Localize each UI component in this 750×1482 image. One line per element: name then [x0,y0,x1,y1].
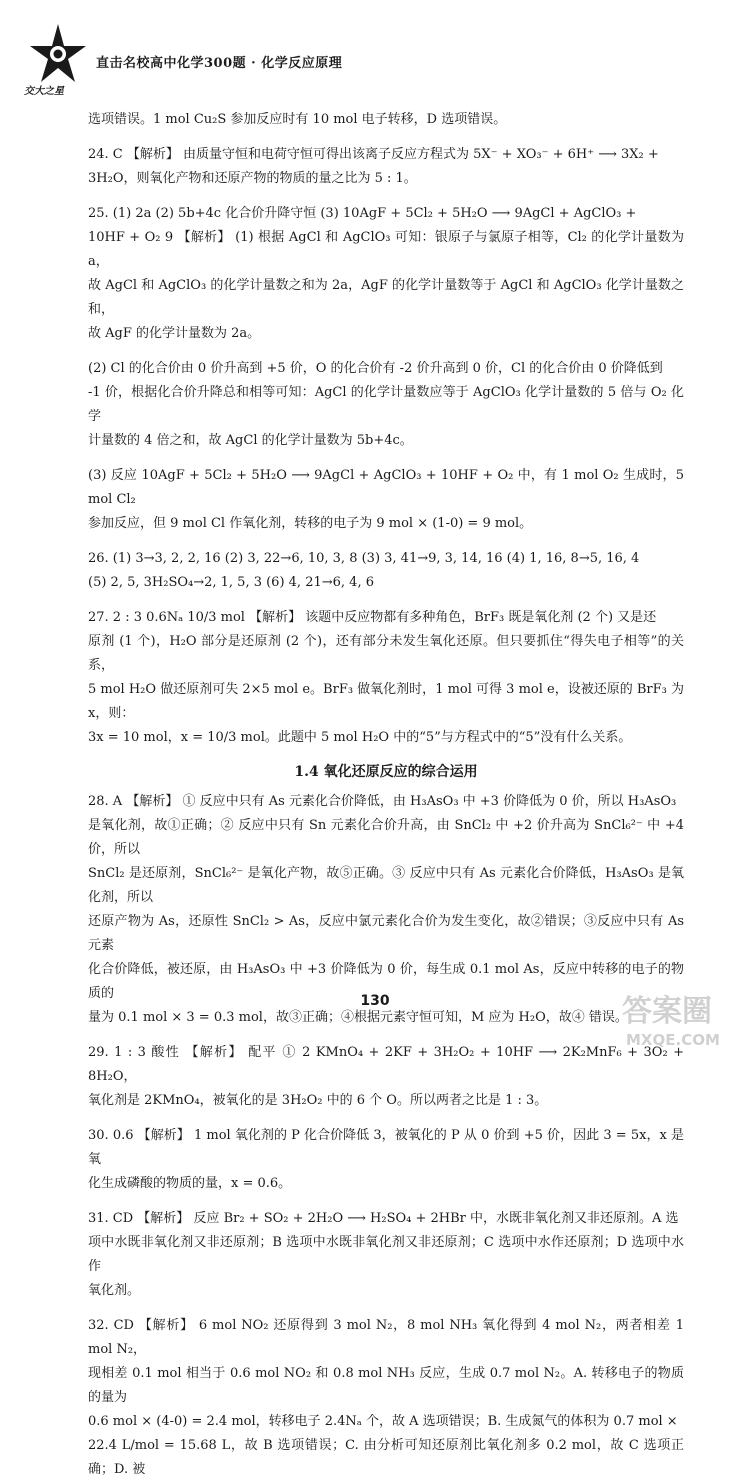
answer-25-line: (2) Cl 的化合价由 0 价升高到 +5 价，O 的化合价有 -2 价升高到 0 价，Cl 的化合价由 0 价降低到 [88,361,663,376]
watermark-logo [618,985,744,1051]
answer-27-line: 3x = 10 mol，x = 10/3 mol。此题中 5 mol H₂O 中的“5”与方程式中的“5”没有什么关系。 [88,730,632,745]
answer-29-line: 氧化剂是 2KMnO₄，被氧化的是 3H₂O₂ 中的 6 个 O。所以两者之比是 1 : 3。 [88,1093,548,1108]
answer-30-line: 化生成磷酸的物质的量，x = 0.6。 [88,1176,292,1191]
book-title: 直击名校高中化学300题 · 化学反应原理 [96,56,343,71]
answer-25-line: 计量数的 4 倍之和，故 AgCl 的化学计量数为 5b+4c。 [88,433,413,448]
page-number: 130 [360,993,390,1009]
answer-32-line: 32. CD 【解析】 6 mol NO₂ 还原得到 3 mol N₂，8 mol NH₃ 氧化得到 4 mol N₂，两者相差 1 mol N₂， [88,1318,684,1357]
answer-27-line: 5 mol H₂O 做还原剂可失 2×5 mol e。BrF₃ 做氧化剂时，1 mol 可得 3 mol e，设被还原的 BrF₃ 为 x，则： [88,682,684,721]
answer-31-line: 氧化剂。 [88,1283,141,1298]
answer-25-line: -1 价，根据化合价升降总和相等可知：AgCl 的化学计量数应等于 AgClO₃ 化学计量数的 5 倍与 O₂ 化学 [88,385,684,424]
watermark-text: 答案圈 [622,994,712,1029]
answer-25-line: 10HF + O₂ 9 【解析】 (1) 根据 AgCl 和 AgClO₃ 可知：银原子与氯原子相等，Cl₂ 的化学计量数为 a， [88,230,684,269]
answer-28-line: 28. A 【解析】 ① 反应中只有 As 元素化合价降低，由 H₃AsO₃ 中 +3 价降低为 0 价，所以 H₃AsO₃ [88,794,677,809]
answer-28-line: 量为 0.1 mol × 3 = 0.3 mol，故③正确；④根据元素守恒可知，M 应为 H₂O，故④ 错误。 [88,1010,628,1025]
page-header [0,0,750,100]
answer-25-line: 25. (1) 2a (2) 5b+4c 化合价升降守恒 (3) 10AgF + 5Cl₂ + 5H₂O ⟶ 9AgCl + AgClO₃ + [88,206,637,221]
page-content [88,108,684,1482]
answer-27-line: 原剂 (1 个)，H₂O 部分是还原剂 (2 个)，还有部分未发生氧化还原。但只要抓住“得失电子相等”的关系， [88,634,684,673]
answer-32-line: 22.4 L/mol = 15.68 L，故 B 选项错误；C. 由分析可知还原剂比氧化剂多 0.2 mol，故 C 选项正确；D. 被 [88,1438,684,1477]
answer-26-line: (5) 2, 5, 3H₂SO₄→2, 1, 5, 3 (6) 4, 21→6, 4, 6 [88,575,374,590]
answer-32-line: 0.6 mol × (4-0) = 2.4 mol，转移电子 2.4Nₐ 个，故 A 选项错误；B. 生成氮气的体积为 0.7 mol × [88,1414,678,1429]
answer-25-line: 故 AgCl 和 AgClO₃ 的化学计量数之和为 2a，AgF 的化学计量数等于 AgCl 和 AgClO₃ 化学计量数之和， [88,278,684,317]
answer-25-line: (3) 反应 10AgF + 5Cl₂ + 5H₂O ⟶ 9AgCl + AgClO₃ + 10HF + O₂ 中，有 1 mol O₂ 生成时，5 mol Cl₂ [88,468,684,507]
answer-30-line: 30. 0.6 【解析】 1 mol 氧化剂的 P 化合价降低 3，被氧化的 P 从 0 价到 +5 价，因此 3 = 5x，x 是氧 [88,1128,684,1167]
answer-29-line: 29. 1 : 3 酸性 【解析】 配平 ① 2 KMnO₄ + 2KF + 3H₂O₂ + 10HF ⟶ 2K₂MnF₆ + 3O₂ + 8H₂O， [88,1045,684,1084]
logo-text: 交大之星 [24,86,64,97]
answer-28-line: 是氧化剂，故①正确；② 反应中只有 Sn 元素化合价升高，由 SnCl₂ 中 +2 价升高为 SnCl₆²⁻ 中 +4 价，所以 [88,818,684,857]
answer-24-line: 24. C 【解析】 由质量守恒和电荷守恒可得出该离子反应方程式为 5X⁻ + XO₃⁻ + 6H⁺ ⟶ 3X₂ + [88,147,659,162]
answer-31-line: 31. CD 【解析】 反应 Br₂ + SO₂ + 2H₂O ⟶ H₂SO₄ + 2HBr 中，水既非氧化剂又非还原剂。A 选 [88,1211,679,1226]
watermark-url: MXQE.COM [626,1031,720,1049]
answer-26-line: 26. (1) 3→3, 2, 2, 16 (2) 3, 22→6, 10, 3, 8 (3) 3, 41→9, 3, 14, 16 (4) 1, 16, 8→5, 16, 4 [88,551,640,566]
answer-28-line: 化合价降低，被还原，由 H₃AsO₃ 中 +3 价降低为 0 价，每生成 0.1 mol As，反应中转移的电子的物质的 [88,962,684,1001]
answer-24-line: 3H₂O，则氧化产物和还原产物的物质的量之比为 5 : 1。 [88,171,417,186]
answer-25-line: 参加反应，但 9 mol Cl 作氧化剂，转移的电子为 9 mol × (1-0) = 9 mol。 [88,516,533,531]
text-line: 选项错误。1 mol Cu₂S 参加反应时有 10 mol 电子转移，D 选项错误。 [88,112,507,127]
answer-32-line: 现相差 0.1 mol 相当于 0.6 mol NO₂ 和 0.8 mol NH₃ 反应，生成 0.7 mol N₂。A. 转移电子的物质的量为 [88,1366,684,1405]
section-heading: 1.4 氧化还原反应的综合运用 [294,764,478,780]
answer-28-line: 还原产物为 As，还原性 SnCl₂ > As，反应中氯元素化合价为发生变化，故②错误；③反应中只有 As 元素 [88,914,684,953]
answer-31-line: 项中水既非氧化剂又非还原剂；B 选项中水既非氧化剂又非还原剂；C 选项中水作还原剂；D 选项中水作 [88,1235,684,1274]
answer-27-line: 27. 2 : 3 0.6Nₐ 10/3 mol 【解析】 该题中反应物都有多种角色，BrF₃ 既是氧化剂 (2 个) 又是还 [88,610,657,625]
answer-28-line: SnCl₂ 是还原剂，SnCl₆²⁻ 是氧化产物，故⑤正确。③ 反应中只有 As 元素化合价降低，H₃AsO₃ 是氧化剂，所以 [88,866,684,905]
answer-25-line: 故 AgF 的化学计量数为 2a。 [88,326,261,341]
